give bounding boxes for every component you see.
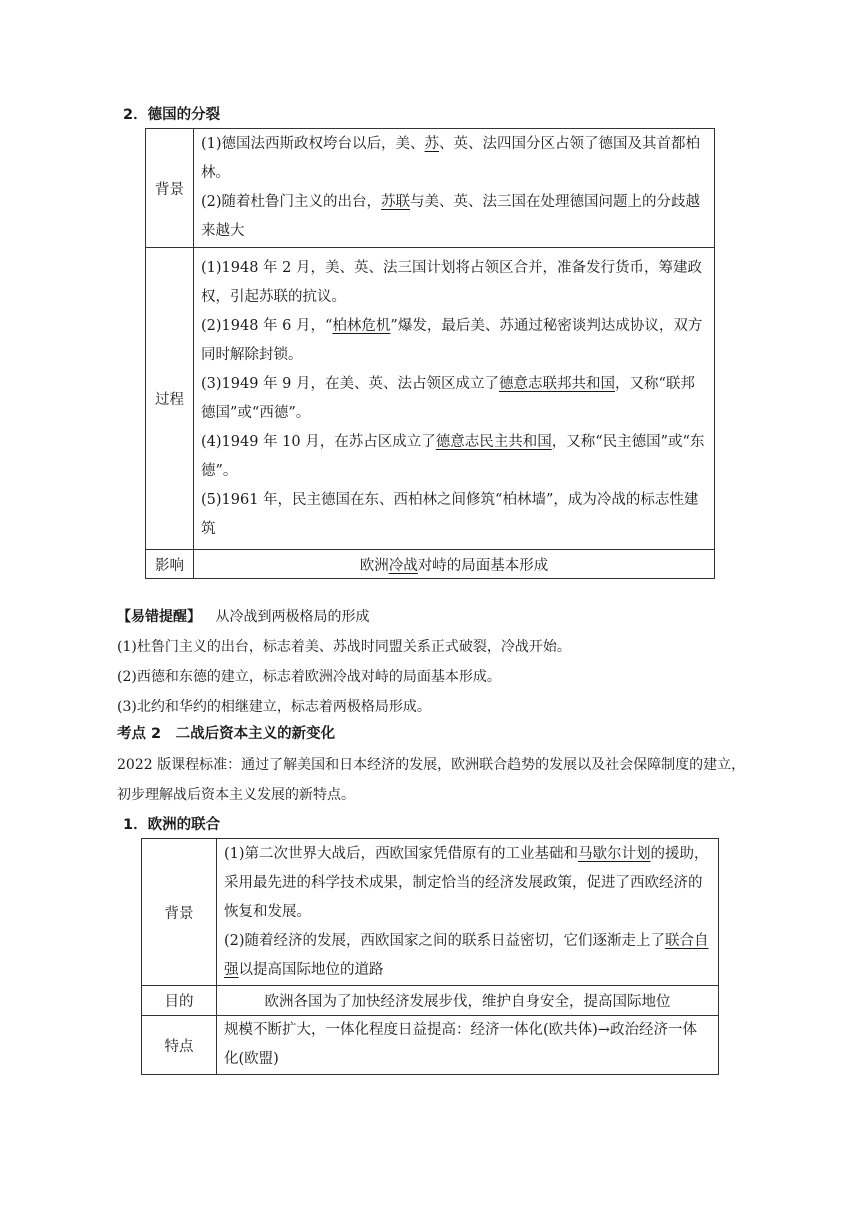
kaodian-title: 考点 2 二战后资本主义的新变化	[117, 726, 336, 742]
process-paragraph-1: (1)1948 年 2 月，美、英、法三国计划将占领区合并，准备发行货币，筹建政权，引起苏联的抗议。	[201, 259, 702, 305]
tip-item-2: (2)西德和东德的建立，标志着欧洲冷战对峙的局面基本形成。	[117, 669, 501, 685]
process-paragraph-2: (2)1948 年 6 月，“柏林危机”爆发，最后美、苏通过秘密谈判达成协议，双方同时解除封锁。	[201, 317, 703, 363]
tip-item-3: (3)北约和华约的相继建立，标志着两极格局形成。	[117, 699, 431, 715]
table-row-purpose	[142, 986, 719, 1016]
row-label-background: 背景	[146, 129, 194, 248]
section-title-european-union: 1．欧洲的联合	[123, 817, 221, 833]
row-content-purpose: 欧洲各国为了加快经济发展步伐，维护自身安全，提高国际地位	[217, 986, 719, 1016]
table-row-background	[142, 839, 719, 986]
features-text: 规模不断扩大，一体化程度日益提高：经济一体化(欧共体)→政治经济一体化(欧盟)	[224, 1022, 697, 1067]
background-paragraph-2: (2)随着杜鲁门主义的出台，苏联与美、英、法三国在处理德国问题上的分歧越来越大	[201, 194, 701, 239]
process-paragraph-4: (4)1949 年 10 月，在苏占区成立了德意志民主共和国，又称“民主德国”或“东德”。	[201, 433, 705, 479]
table-row-features	[142, 1016, 719, 1075]
error-tip	[117, 602, 737, 722]
row-content-impact: 欧洲冷战对峙的局面基本形成	[194, 550, 715, 579]
row-label-background: 背景	[142, 839, 217, 986]
eu-background-paragraph-1: (1)第二次世界大战后，西欧国家凭借原有的工业基础和马歇尔计划的援助，采用最先进的科学技术成果，制定恰当的经济发展政策，促进了西欧经济的恢复和发展。	[224, 845, 709, 920]
background-paragraph-1: (1)德国法西斯政权垮台以后，美、苏、英、法四国分区占领了德国及其首都柏林。	[201, 136, 701, 181]
eu-background-paragraph-2: (2)随着经济的发展，西欧国家之间的联系日益密切，它们逐渐走上了联合自强以提高国际地位的道路	[224, 932, 709, 978]
row-content-process	[194, 248, 715, 550]
table-row-impact	[146, 550, 715, 579]
row-label-process: 过程	[146, 248, 194, 550]
tip-header	[117, 602, 737, 632]
row-label-features: 特点	[142, 1016, 217, 1075]
curriculum-standard: 2022 版课程标准：通过了解美国和日本经济的发展，欧洲联合趋势的发展以及社会保障制度的建立，初步理解战后资本主义发展的新特点。	[117, 757, 746, 803]
process-paragraph-5: (5)1961 年，民主德国在东、西柏林之间修筑“柏林墙”，成为冷战的标志性建筑	[201, 491, 699, 537]
process-paragraph-3: (3)1949 年 9 月，在美、英、法占领区成立了德意志联邦共和国，又称“联邦德国”或“西德”。	[201, 375, 695, 421]
section-title-germany-division: 2．德国的分裂	[123, 107, 221, 123]
table-row-background	[146, 129, 715, 248]
row-label-purpose: 目的	[142, 986, 217, 1016]
germany-division-table	[145, 128, 715, 579]
table-row-process	[146, 248, 715, 550]
tip-item-1: (1)杜鲁门主义的出台，标志着美、苏战时同盟关系正式破裂，冷战开始。	[117, 639, 571, 655]
row-label-impact: 影响	[146, 550, 194, 579]
european-union-table	[141, 838, 719, 1075]
row-content-background	[217, 839, 719, 986]
tip-title: 【易错提醒】	[117, 609, 201, 625]
tip-subtitle: 从冷战到两极格局的形成	[215, 609, 370, 625]
row-content-features	[217, 1016, 719, 1075]
row-content-background	[194, 129, 715, 248]
